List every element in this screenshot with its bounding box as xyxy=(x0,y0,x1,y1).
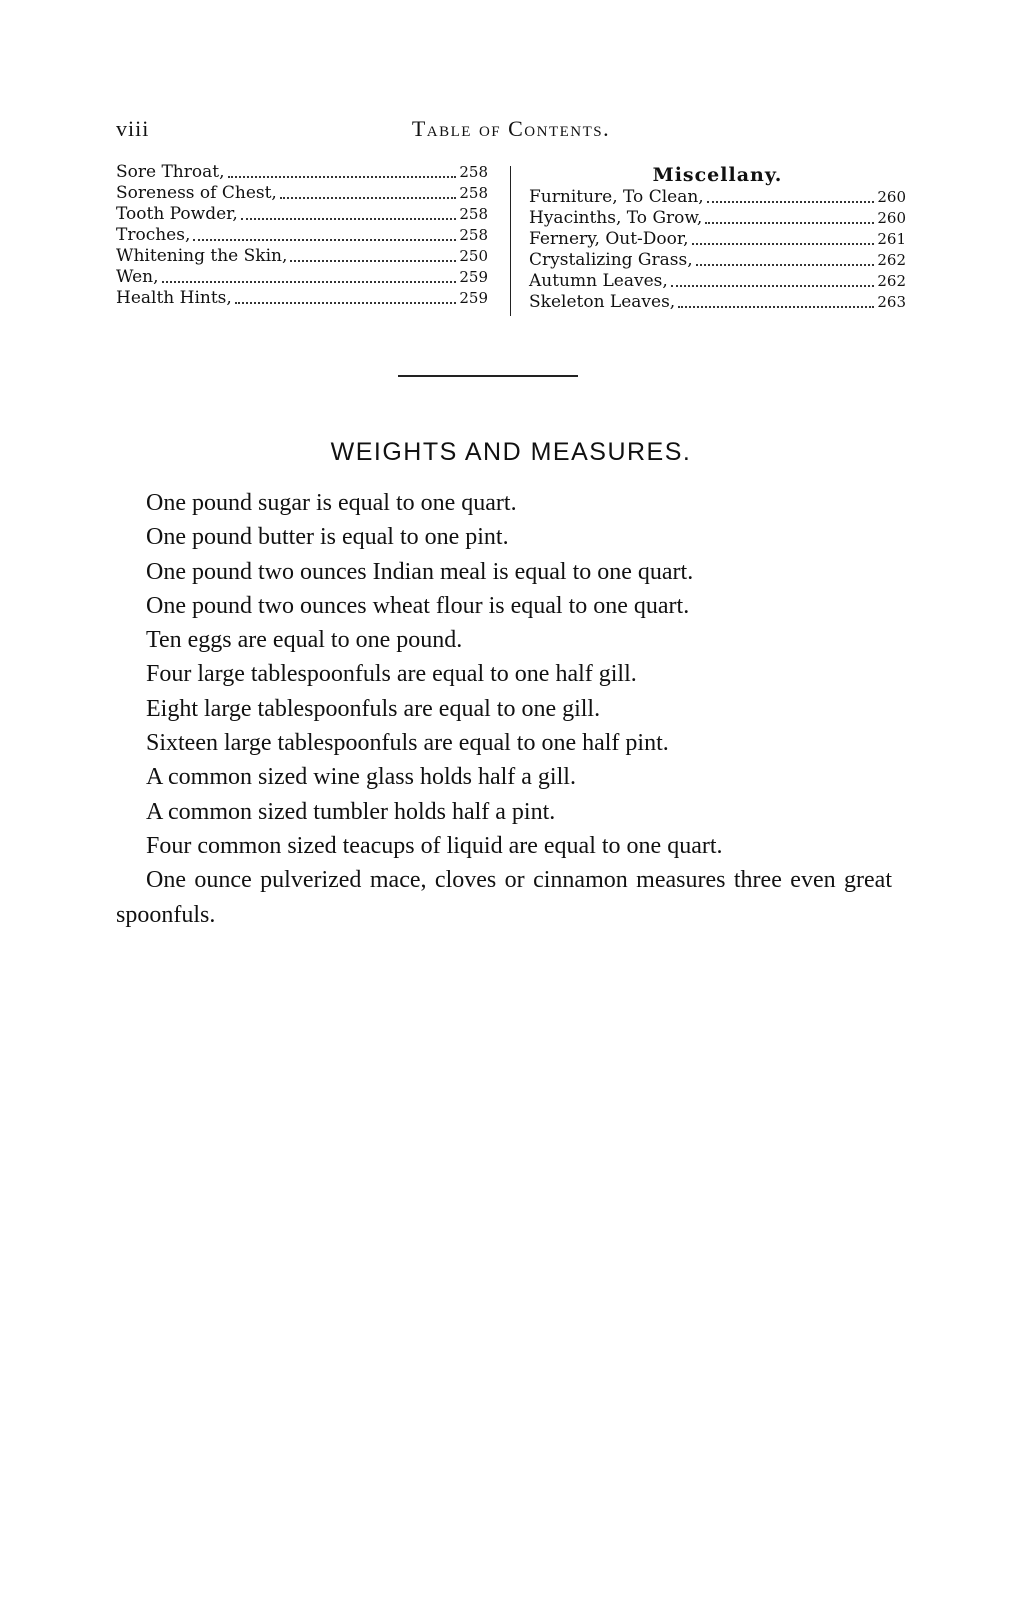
dot-leader xyxy=(692,243,875,245)
toc-entry-label: Crystalizing Grass, xyxy=(529,250,693,270)
horizontal-rule xyxy=(398,375,578,377)
dot-leader xyxy=(162,281,457,283)
measure-line: Four large tablespoonfuls are equal to one half gill. xyxy=(146,661,637,688)
toc-entry-label: Soreness of Chest, xyxy=(116,183,277,203)
toc-entry-label: Hyacinths, To Grow, xyxy=(529,208,703,228)
toc-entry xyxy=(529,250,906,271)
toc-entry-label: Whitening the Skin, xyxy=(116,246,288,266)
dot-leader xyxy=(241,218,457,220)
table-of-contents xyxy=(116,162,906,322)
toc-entry xyxy=(116,267,488,288)
measure-line: A common sized tumbler holds half a pint. xyxy=(146,798,556,825)
toc-entry-page: 258 xyxy=(459,184,488,202)
dot-leader xyxy=(290,260,456,262)
measures-list xyxy=(116,486,892,932)
toc-entry-page: 262 xyxy=(877,272,906,290)
toc-entry-page: 262 xyxy=(877,251,906,269)
measure-line: Sixteen large tablespoonfuls are equal to one half pint. xyxy=(146,730,669,757)
toc-entry xyxy=(529,292,906,313)
toc-entry-label: Wen, xyxy=(116,267,159,287)
toc-entry-page: 259 xyxy=(459,289,488,307)
toc-entry xyxy=(529,229,906,250)
section-title: WEIGHTS AND MEASURES. xyxy=(330,438,692,466)
measure-line: One pound two ounces Indian meal is equal to one quart. xyxy=(146,558,694,585)
toc-entry xyxy=(116,225,488,246)
dot-leader xyxy=(228,176,457,178)
toc-entry-page: 259 xyxy=(459,268,488,286)
toc-entry-label: Skeleton Leaves, xyxy=(529,292,676,312)
toc-entry-label: Tooth Powder, xyxy=(116,204,238,224)
dot-leader xyxy=(707,201,875,203)
toc-entry-page: 263 xyxy=(877,293,906,311)
toc-entry-page: 250 xyxy=(459,247,488,265)
dot-leader xyxy=(193,239,456,241)
dot-leader xyxy=(671,285,875,287)
measure-line: One pound two ounces wheat flour is equal to one quart. xyxy=(146,592,690,619)
toc-entry-page: 260 xyxy=(877,188,906,206)
measure-line: Ten eggs are equal to one pound. xyxy=(146,627,463,654)
measure-line: One pound butter is equal to one pint. xyxy=(146,524,509,551)
dot-leader xyxy=(705,222,874,224)
measure-line: One pound sugar is equal to one quart. xyxy=(146,490,517,516)
measure-line: Four common sized teacups of liquid are equal to one quart. xyxy=(146,832,723,859)
dot-leader xyxy=(280,197,457,199)
page-number: viii xyxy=(116,116,150,141)
dot-leader xyxy=(678,306,874,308)
dot-leader xyxy=(235,302,457,304)
toc-entry xyxy=(529,271,906,292)
toc-entry-label: Sore Throat, xyxy=(116,162,225,182)
toc-entry-page: 258 xyxy=(459,226,488,244)
toc-entry-page: 260 xyxy=(877,209,906,227)
toc-entry-label: Autumn Leaves, xyxy=(529,271,668,291)
toc-entry xyxy=(116,183,488,204)
dot-leader xyxy=(696,264,875,266)
toc-left-column xyxy=(116,162,488,309)
running-title: Table of Contents. xyxy=(411,116,611,141)
toc-entry-label: Troches, xyxy=(116,225,191,245)
toc-entry xyxy=(116,246,488,267)
toc-right-column xyxy=(529,164,906,313)
measure-line: Eight large tablespoonfuls are equal to one gill. xyxy=(146,695,601,722)
section-heading-miscellany: Miscellany. xyxy=(652,164,783,186)
toc-entry xyxy=(116,162,488,183)
page-header xyxy=(116,116,906,146)
toc-entry xyxy=(116,288,488,309)
measure-line: A common sized wine glass holds half a gill. xyxy=(146,764,576,791)
toc-entry xyxy=(529,208,906,229)
column-divider xyxy=(510,166,511,316)
toc-entry-page: 258 xyxy=(459,205,488,223)
toc-entry xyxy=(116,204,488,225)
toc-entry-label: Furniture, To Clean, xyxy=(529,187,704,207)
toc-entry-label: Health Hints, xyxy=(116,288,232,308)
toc-entry-label: Fernery, Out-Door, xyxy=(529,229,689,249)
toc-entry-page: 258 xyxy=(459,163,488,181)
toc-entry xyxy=(529,187,906,208)
measure-line: One ounce pulverized mace, cloves or cinnamon measures three even great spoonfuls. xyxy=(116,867,892,928)
toc-entry-page: 261 xyxy=(877,230,906,248)
